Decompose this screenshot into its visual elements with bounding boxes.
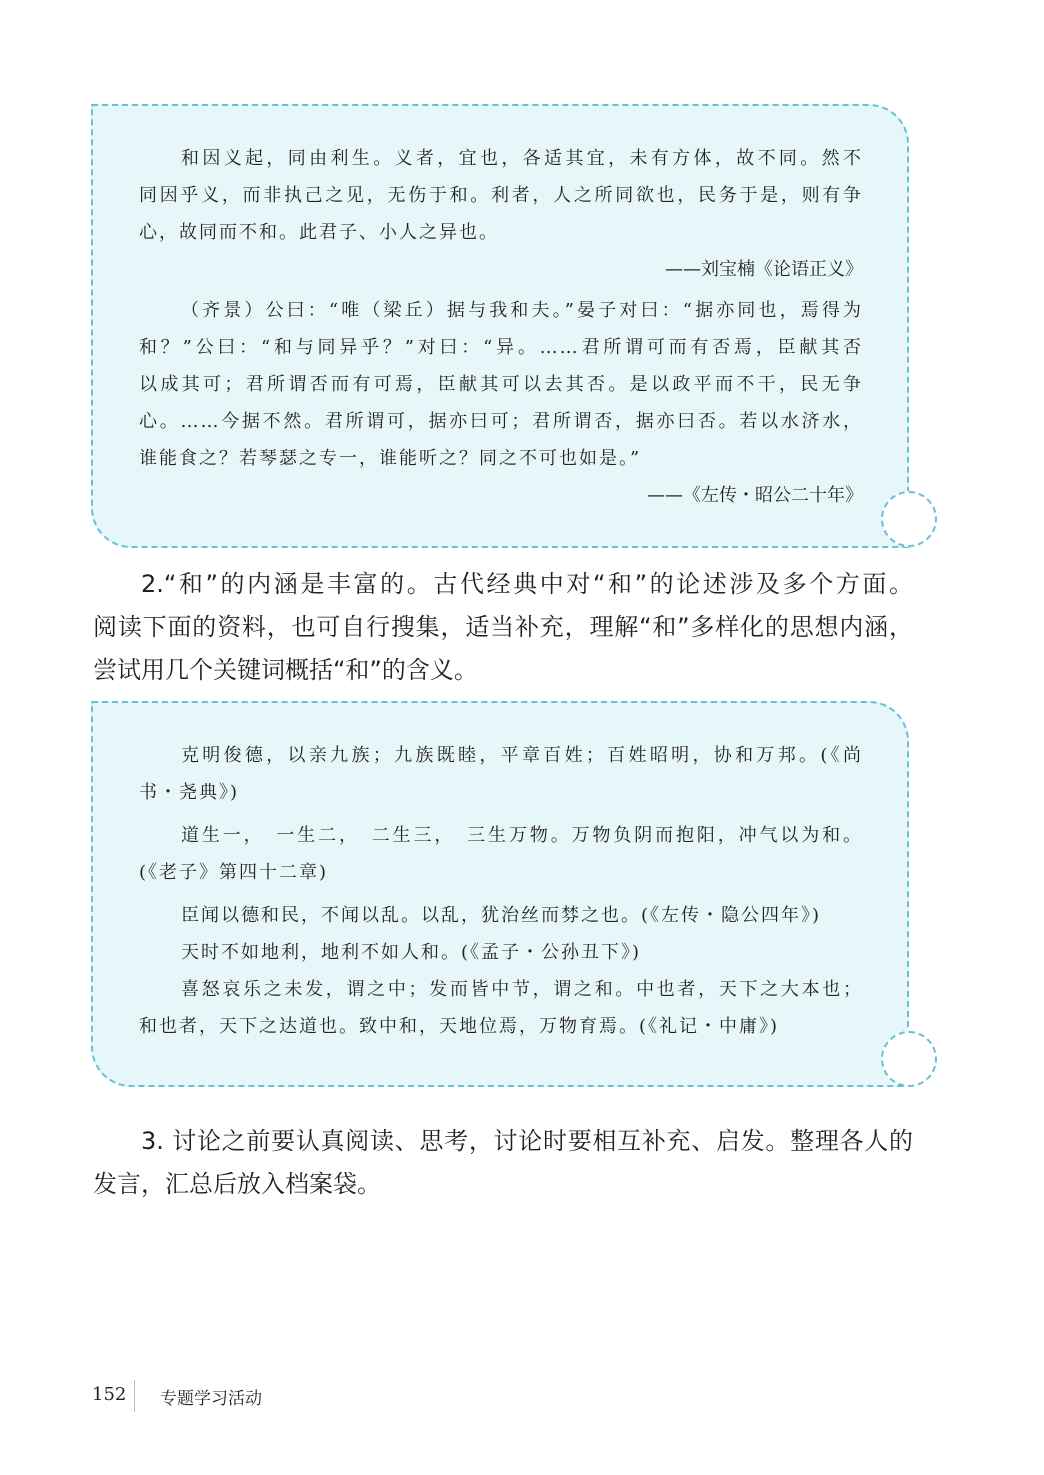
activity-item-2-line-1: 2.“和”的内涵是丰富的。古代经典中对“和”的论述涉及多个方面。 — [141, 570, 913, 598]
quote-mengzi: 天时不如地利，地利不如人和。(《孟子・公孙丑下》) — [181, 942, 642, 963]
quote-liu-line-2: 同因乎义，而非执己之见，无伤于和。利者，人之所同欲也，民务于是，则有争 — [139, 185, 863, 206]
quote-box-2-content — [139, 737, 863, 1045]
activity-item-3-line-1: 3. 讨论之前要认真阅读、思考，讨论时要相互补充、启发。整理各人的 — [141, 1127, 913, 1155]
quote-zuozhuan-line-4: 心。……今据不然。君所谓可，据亦曰可；君所谓否，据亦曰否。若以水济水， — [139, 411, 863, 432]
quote-zuozhuan-yin: 臣闻以德和民，不闻以乱。以乱，犹治丝而棼之也。(《左传・隐公四年》) — [181, 905, 822, 926]
quote-zuozhuan-line-2: 和？”公曰：“和与同异乎？”对曰：“异。……君所谓可而有否焉，臣献其否 — [139, 337, 863, 358]
quote-liu-source: ——刘宝楠《论语正义》 — [665, 259, 863, 280]
activity-item-2 — [93, 563, 913, 692]
quote-box-2-notch — [881, 1031, 937, 1087]
activity-item-3-line-2: 发言，汇总后放入档案袋。 — [93, 1170, 381, 1198]
quote-box-1-content — [139, 140, 863, 514]
activity-item-2-line-2: 阅读下面的资料，也可自行搜集，适当补充，理解“和”多样化的思想内涵， — [93, 613, 913, 641]
quote-laozi-line-1: 道生一， 一生二， 二生三， 三生万物。万物负阴而抱阳，冲气以为和。 — [181, 825, 863, 846]
activity-item-3 — [93, 1120, 913, 1206]
quote-zuozhuan-line-3: 以成其可；君所谓否而有可焉，臣献其可以去其否。是以政平而不干，民无争 — [139, 374, 863, 395]
quote-zuozhuan-line-1: （齐景）公曰：“唯（梁丘）据与我和夫。”晏子对曰：“据亦同也，焉得为 — [181, 300, 863, 321]
quote-liji-line-2: 和也者，天下之达道也。致中和，天地位焉，万物育焉。(《礼记・中庸》) — [139, 1016, 780, 1037]
quote-liu-line-1: 和因义起，同由利生。义者，宜也，各适其宜，未有方体，故不同。然不 — [181, 148, 863, 169]
section-title: 专题学习活动 — [160, 1389, 262, 1409]
quote-shangshu-line-1: 克明俊德，以亲九族；九族既睦，平章百姓；百姓昭明，协和万邦。(《尚 — [181, 745, 863, 766]
quote-shangshu-line-2: 书・尧典》) — [139, 782, 240, 803]
page-number: 152 — [92, 1384, 127, 1405]
quote-laozi-line-2: (《老子》第四十二章) — [139, 862, 329, 883]
quote-zuozhuan-source: ——《左传・昭公二十年》 — [647, 485, 863, 506]
footer-divider — [134, 1380, 135, 1412]
quote-box-1-notch — [881, 491, 937, 547]
activity-item-2-line-3: 尝试用几个关键词概括“和”的含义。 — [93, 656, 478, 684]
quote-liji-line-1: 喜怒哀乐之未发，谓之中；发而皆中节，谓之和。中也者，天下之大本也； — [181, 979, 863, 1000]
quote-zuozhuan-line-5: 谁能食之？若琴瑟之专一，谁能听之？同之不可也如是。” — [139, 448, 642, 469]
quote-liu-line-3: 心，故同而不和。此君子、小人之异也。 — [139, 222, 499, 243]
